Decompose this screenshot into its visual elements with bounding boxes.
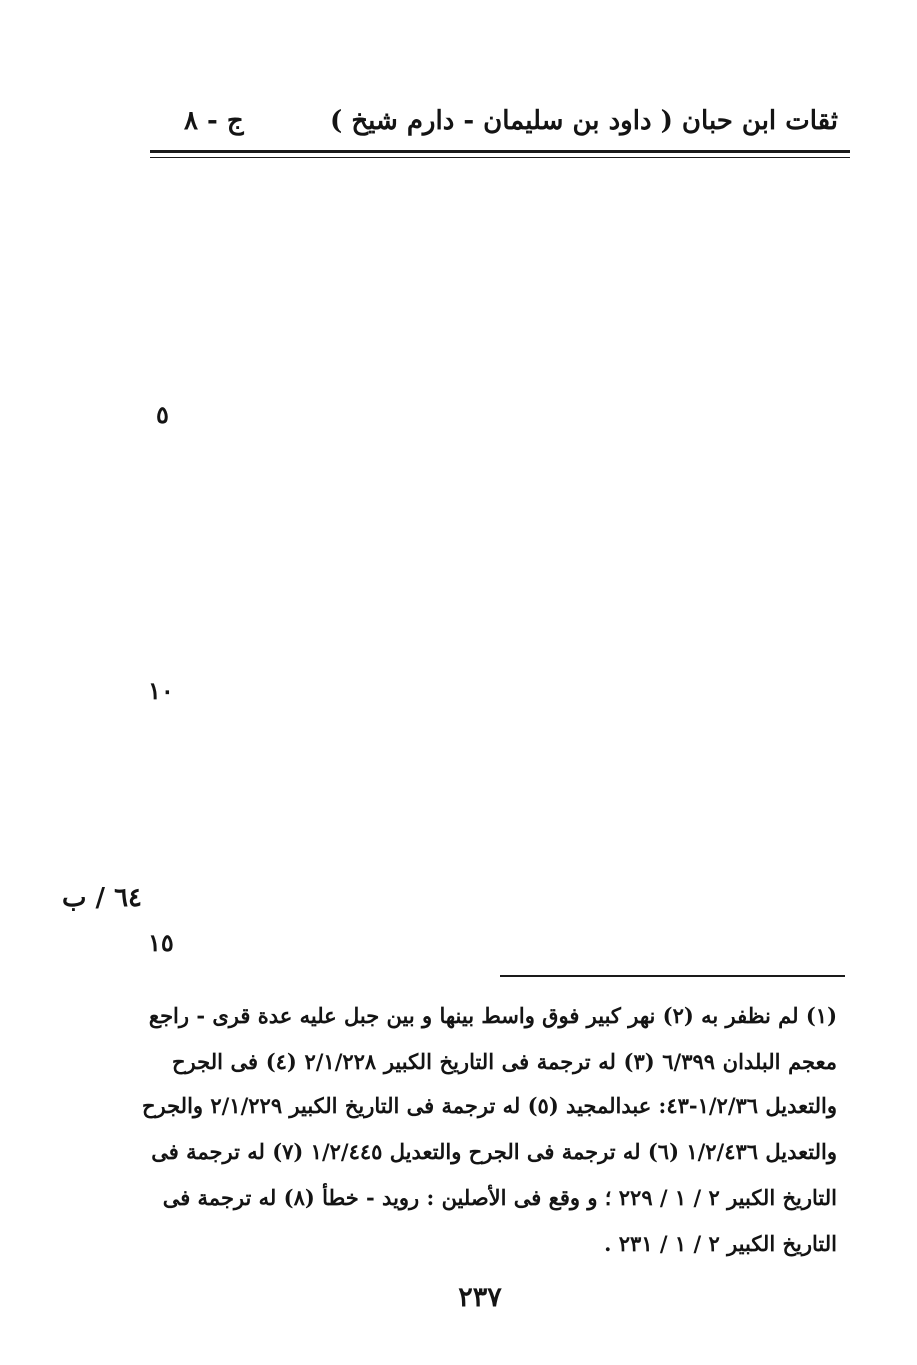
header-rule-thick bbox=[150, 150, 850, 153]
footnote-line: (١) لم نظفر به (٢) نهر كبير فوق واسط بينها و بين جبل عليه عدة قرى - راجع bbox=[148, 1003, 837, 1028]
footnote-line: والتعديل ١/٢/٤٣٦ (٦) له ترجمة فى الجرح والتعديل ١/٢/٤٤٥ (٧) له ترجمة فى bbox=[151, 1139, 837, 1164]
footnote-line: التاريخ الكبير ٢ / ١ / ٢٣١ . bbox=[604, 1231, 837, 1256]
footnote-line: التاريخ الكبير ٢ / ١ / ٢٢٩ ؛ و وقع فى الأصلين : رويد - خطأ (٨) له ترجمة فى bbox=[162, 1185, 837, 1210]
footnote-rule bbox=[500, 975, 845, 977]
page-number: ٢٣٧ bbox=[458, 1282, 502, 1313]
header-rule-thin bbox=[150, 157, 850, 158]
line-number-10: ١٠ bbox=[148, 676, 174, 705]
line-number-15: ١٥ bbox=[148, 928, 174, 957]
running-header bbox=[150, 100, 850, 150]
line-number-5: ٥ bbox=[156, 400, 169, 429]
footnote-line: معجم البلدان ٦/٣٩٩ (٣) له ترجمة فى التاريخ الكبير ٢/١/٢٢٨ (٤) فى الجرح bbox=[172, 1049, 837, 1074]
section-title: ( داود بن سليمان - دارم شيخ ) bbox=[330, 106, 673, 136]
book-title: ثقات ابن حبان bbox=[681, 106, 838, 136]
volume-label: ج - ٨ bbox=[184, 106, 244, 136]
footnote-line: والتعديل ١/٢/٣٦-٤٣: عبدالمجيد (٥) له ترجمة فى التاريخ الكبير ٢/١/٢٢٩ والجرح bbox=[141, 1093, 837, 1118]
folio-mark: ٦٤ / ب bbox=[62, 883, 143, 913]
